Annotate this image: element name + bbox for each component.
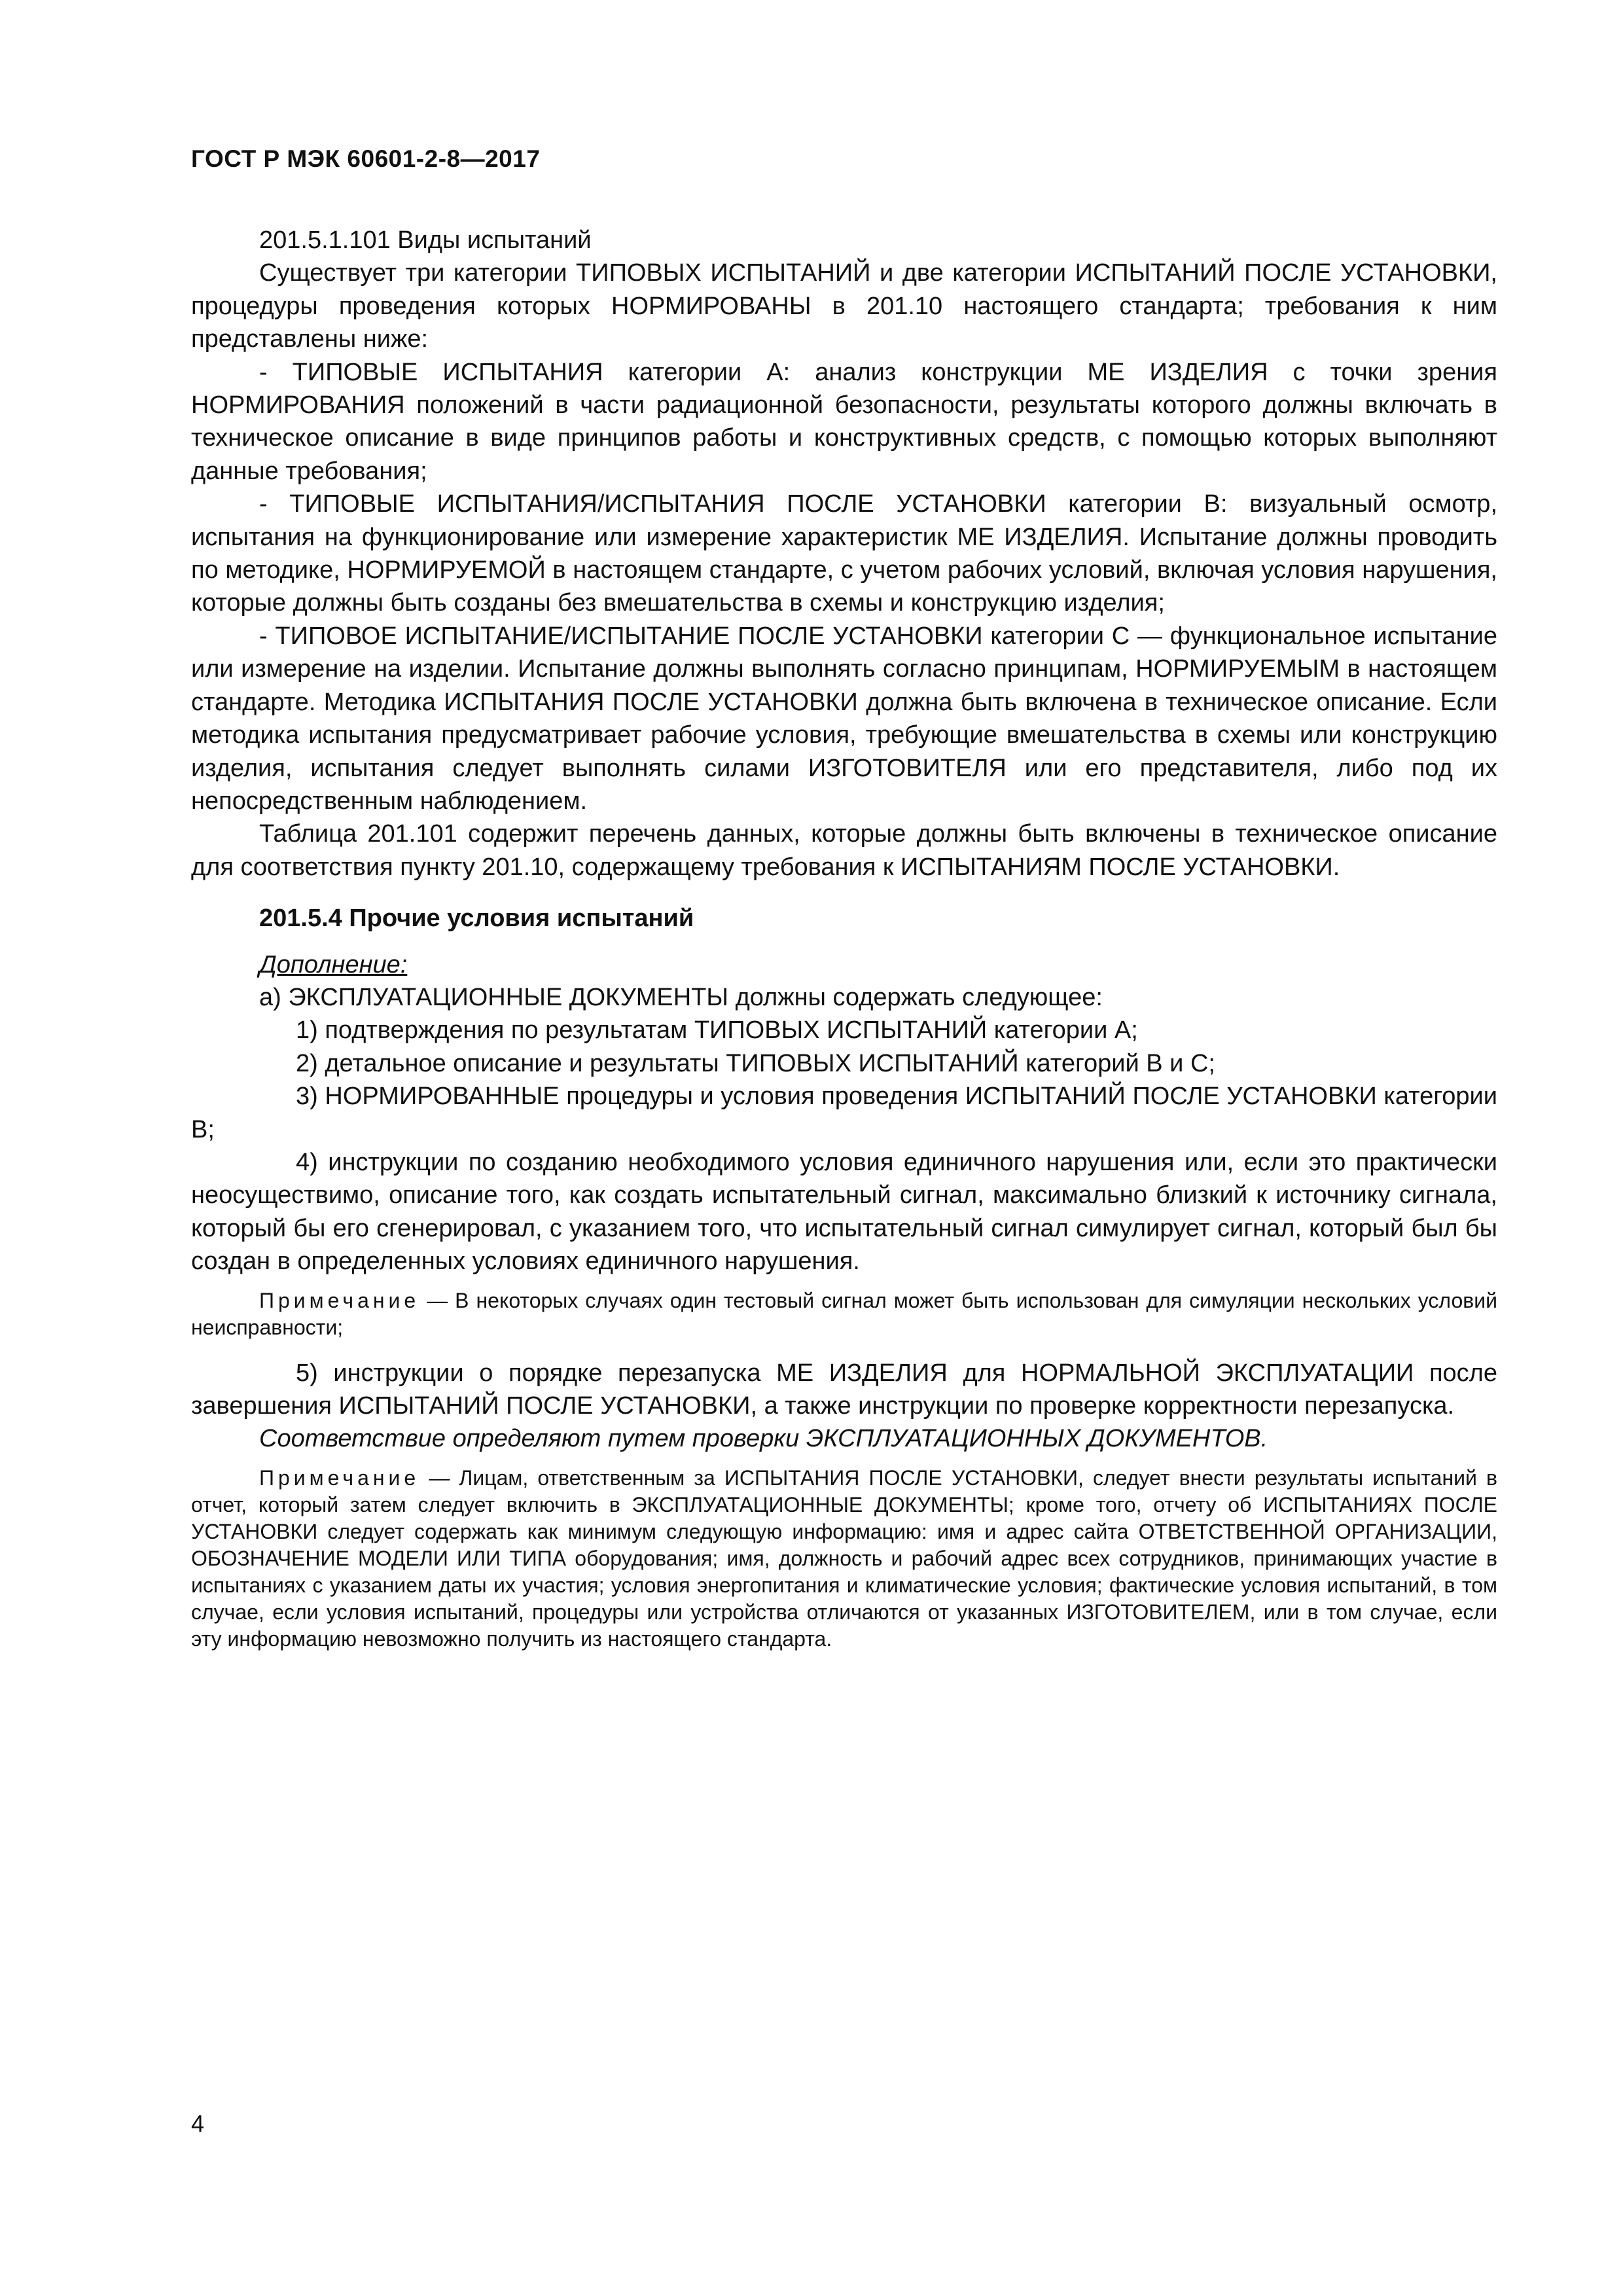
list-item: - ТИПОВЫЕ ИСПЫТАНИЯ/ИСПЫТАНИЯ ПОСЛЕ УСТАНОВКИ категории В: визуальный осмотр, испытания на функционирование или измерение характеристик МЕ ИЗДЕЛИЯ. Испытание должны проводить по методике, НОРМИРУЕМОЙ в настоящем стандарте, с учетом рабочих условий, включая условия нарушения, которые должны быть созданы без вмешательства в схемы и конструкцию изделия; — [191, 490, 1497, 617]
page-number: 4 — [191, 2110, 205, 2137]
document-body — [191, 224, 1497, 1668]
list-item: - ТИПОВЫЕ ИСПЫТАНИЯ категории А: анализ конструкции МЕ ИЗДЕЛИЯ с точки зрения НОРМИРОВАНИЯ положений в части радиационной безопасности, результаты которого должны включать в техническое описание в виде принципов работы и конструктивных средств, с помощью которых выполняют данные требования; — [191, 358, 1497, 485]
list-item: 2) детальное описание и результаты ТИПОВЫХ ИСПЫТАНИЙ категорий В и С; — [296, 1049, 1215, 1077]
note — [191, 1465, 1497, 1653]
section-title: 201.5.4 Прочие условия испытаний — [259, 905, 694, 933]
paragraph: Таблица 201.101 содержит перечень данных, которые должны быть включены в техническое описание для соответствия пункту 201.10, содержащему требования к ИСПЫТАНИЯМ ПОСЛЕ УСТАНОВКИ. — [191, 820, 1497, 881]
note-label: Примечание — [259, 1465, 420, 1490]
note-text: — В некоторых случаях один тестовый сигнал может быть использован для симуляции нескольких условий неисправности; — [191, 1288, 1497, 1339]
list-item: - ТИПОВОЕ ИСПЫТАНИЕ/ИСПЫТАНИЕ ПОСЛЕ УСТАНОВКИ категории С — функциональное испытание или измерение на изделии. Испытание должны выполнять согласно принципам, НОРМИРУЕМЫМ в настоящем стандарте. Методика ИСПЫТАНИЯ ПОСЛЕ УСТАНОВКИ должна быть включена в техническое описание. Если методика испытания предусматривает рабочие условия, требующие вмешательства в схемы или конструкцию изделия, испытания следует выполнять силами ИЗГОТОВИТЕЛЯ или его представителя, либо под их непосредственным наблюдением. — [191, 622, 1497, 815]
list-item: 4) инструкции по созданию необходимого условия единичного нарушения или, если это практически неосуществимо, описание того, как создать испытательный сигнал, максимально близкий к источнику сигнала, который бы его сгенерировал, с указанием того, что испытательный сигнал симулирует сигнал, который был бы создан в определенных условиях единичного нарушения. — [191, 1148, 1497, 1276]
note — [191, 1287, 1497, 1341]
list-item: а) ЭКСПЛУАТАЦИОННЫЕ ДОКУМЕНТЫ должны содержать следующее: — [259, 983, 1103, 1011]
note-text: — Лицам, ответственным за ИСПЫТАНИЯ ПОСЛЕ УСТАНОВКИ, следует внести результаты испытаний в отчет, который затем следует включить в ЭКСПЛУАТАЦИОННЫЕ ДОКУМЕНТЫ; кроме того, отчету об ИСПЫТАНИЯХ ПОСЛЕ УСТАНОВКИ следует содержать как минимум следующую информацию: имя и адрес сайта ОТВЕТСТВЕННОЙ ОРГАНИЗАЦИИ, ОБОЗНАЧЕНИЕ МОДЕЛИ ИЛИ ТИПА оборудования; имя, должность и рабочий адрес всех сотрудников, принимающих участие в испытаниях с указанием даты их участия; условия энергопитания и климатические условия; фактические условия испытаний, в том случае, если условия испытаний, процедуры или устройства отличаются от указанных ИЗГОТОВИТЕЛЕМ, или в том случае, если эту информацию невозможно получить из настоящего стандарта. — [191, 1465, 1497, 1651]
compliance-statement: Соответствие определяют путем проверки ЭКСПЛУАТАЦИОННЫХ ДОКУМЕНТОВ. — [259, 1425, 1268, 1453]
addition-text: Дополнение: — [259, 950, 408, 978]
addition-label — [191, 948, 1497, 981]
note-label: Примечание — [259, 1288, 420, 1312]
document-header: ГОСТ Р МЭК 60601-2-8—2017 — [191, 145, 541, 172]
paragraph: Существует три категории ТИПОВЫХ ИСПЫТАНИЙ и две категории ИСПЫТАНИЙ ПОСЛЕ УСТАНОВКИ, процедуры проведения которых НОРМИРОВАНЫ в 201.10 настоящего стандарта; требования к ним представлены ниже: — [191, 259, 1497, 353]
list-item: 3) НОРМИРОВАННЫЕ процедуры и условия проведения ИСПЫТАНИЙ ПОСЛЕ УСТАНОВКИ категории В; — [191, 1083, 1497, 1143]
list-item: 1) подтверждения по результатам ТИПОВЫХ ИСПЫТАНИЙ категории А; — [296, 1016, 1138, 1045]
list-item: 5) инструкции о порядке перезапуска МЕ ИЗДЕЛИЯ для НОРМАЛЬНОЙ ЭКСПЛУАТАЦИИ после завершения ИСПЫТАНИЙ ПОСЛЕ УСТАНОВКИ, а также инструкции по проверке корректности перезапуска. — [191, 1359, 1497, 1420]
clause-heading: 201.5.1.101 Виды испытаний — [259, 226, 592, 254]
